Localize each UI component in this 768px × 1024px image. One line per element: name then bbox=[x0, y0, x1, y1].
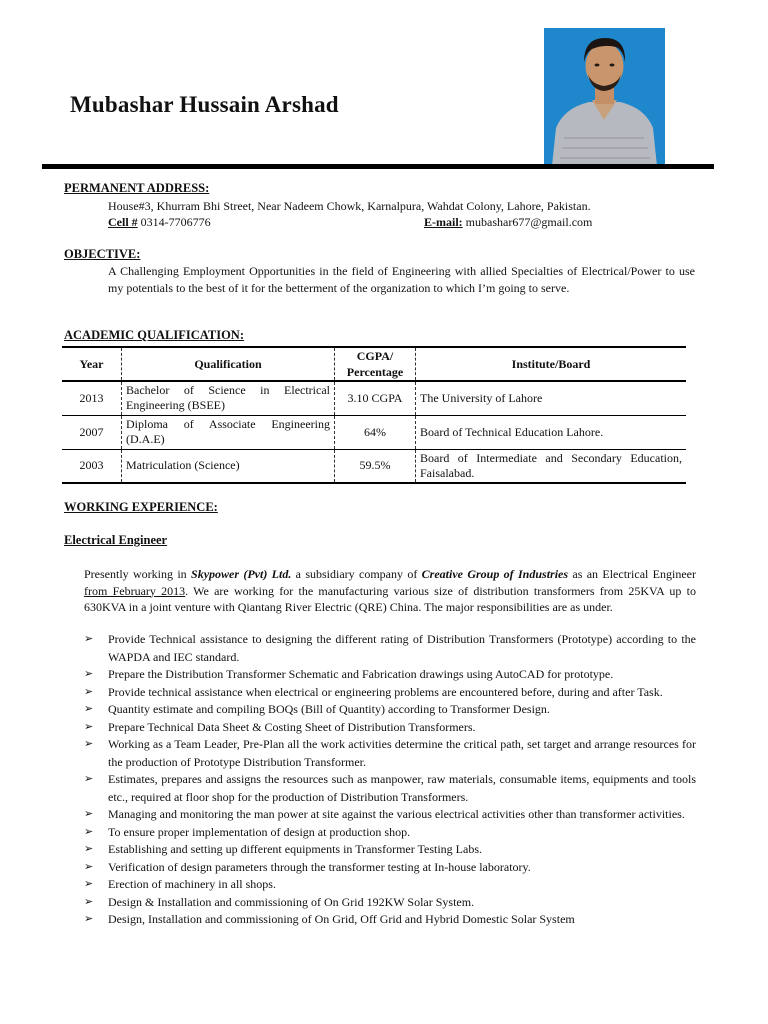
experience-intro bbox=[84, 566, 696, 616]
right-arrow-bullet-icon: ➢ bbox=[84, 860, 94, 873]
company-name: Skypower (Pvt) Ltd. bbox=[191, 567, 292, 581]
header-year: Year bbox=[79, 356, 104, 371]
right-arrow-bullet-icon: ➢ bbox=[84, 843, 94, 855]
row-institute: Board of Technical Education Lahore. bbox=[416, 415, 687, 449]
academic-heading: ACADEMIC QUALIFICATION: bbox=[64, 328, 244, 342]
list-item bbox=[84, 876, 696, 894]
table-header-row bbox=[62, 347, 686, 381]
right-arrow-bullet-icon: ➢ bbox=[84, 913, 94, 925]
row-qualification: Matriculation (Science) bbox=[122, 449, 335, 483]
header-cgpa bbox=[335, 347, 416, 381]
responsibility-list bbox=[84, 631, 696, 929]
right-arrow-bullet-icon: ➢ bbox=[84, 895, 94, 908]
list-item bbox=[84, 701, 696, 719]
row-year: 2013 bbox=[79, 390, 104, 405]
list-item-text: Provide technical assistance when electrical or engineering problems are encountered before, during and after Task. bbox=[108, 684, 663, 699]
row-year: 2003 bbox=[79, 458, 104, 473]
list-item bbox=[84, 911, 696, 929]
list-item bbox=[84, 736, 696, 771]
list-item bbox=[84, 631, 696, 666]
list-item bbox=[84, 771, 696, 806]
list-item-text: Quantity estimate and compiling BOQs (Bill of Quantity) according to Transformer Design. bbox=[108, 702, 550, 716]
list-item bbox=[84, 666, 696, 684]
intro-text: as an Electrical Engineer bbox=[568, 567, 696, 581]
row-cgpa: 3.10 CGPA bbox=[335, 381, 416, 415]
right-arrow-bullet-icon: ➢ bbox=[84, 703, 94, 715]
row-qualification: Diploma of Associate Engineering (D.A.E) bbox=[122, 415, 335, 449]
list-item bbox=[84, 719, 696, 737]
intro-text: Presently working in bbox=[84, 567, 192, 581]
header-qualification: Qualification bbox=[122, 347, 335, 381]
permanent-address-heading: PERMANENT ADDRESS: bbox=[64, 181, 210, 195]
academic-table bbox=[62, 346, 686, 484]
row-qualification: Bachelor of Science in Electrical Engineering (BSEE) bbox=[122, 381, 335, 415]
candidate-name: Mubashar Hussain Arshad bbox=[70, 92, 339, 117]
objective-text: A Challenging Employment Opportunities in the field of Engineering with allied Specialties of Electrical/Power to use my potentials to the best of it for the betterment of the organization to which I’m going to serve. bbox=[108, 264, 695, 295]
email-label: E-mail: bbox=[424, 215, 463, 229]
right-arrow-bullet-icon: ➢ bbox=[84, 738, 94, 750]
list-item bbox=[84, 859, 696, 877]
list-item-text: Verification of design parameters through the transformer testing at In-house laboratory. bbox=[108, 859, 531, 874]
list-item-text: Establishing and setting up different equipments in Transformer Testing Labs. bbox=[108, 842, 483, 856]
list-item bbox=[84, 806, 696, 824]
header-institute: Institute/Board bbox=[416, 347, 687, 381]
email-value: mubashar677@gmail.com bbox=[465, 215, 593, 229]
list-item-text: Prepare the Distribution Transformer Schematic and Fabrication drawings using AutoCAD for prototype. bbox=[108, 667, 614, 681]
role-title: Electrical Engineer bbox=[64, 533, 168, 547]
list-item-text: Erection of machinery in all shops. bbox=[108, 877, 276, 891]
row-cgpa: 59.5% bbox=[335, 449, 416, 483]
right-arrow-bullet-icon: ➢ bbox=[84, 685, 94, 698]
cell-label: Cell # bbox=[108, 215, 138, 229]
group-name: Creative Group of Industries bbox=[421, 567, 569, 581]
intro-text: a subsidiary company of bbox=[291, 567, 422, 581]
header-cgpa-text: CGPA/ Percentage bbox=[346, 349, 404, 379]
working-experience-heading: WORKING EXPERIENCE: bbox=[64, 500, 218, 514]
right-arrow-bullet-icon: ➢ bbox=[84, 720, 94, 733]
row-year: 2007 bbox=[79, 424, 104, 439]
header-divider bbox=[42, 164, 714, 169]
person-portrait-icon bbox=[544, 28, 665, 166]
cell-value: 0314-7706776 bbox=[140, 215, 211, 229]
email-row bbox=[424, 214, 592, 230]
list-item-text: Estimates, prepares and assigns the resources such as manpower, raw materials, consumable items, equipments and tools etc., required at floor shop for the production of Distribution Transformers. bbox=[108, 772, 696, 804]
list-item-text: Design & Installation and commissioning of On Grid 192KW Solar System. bbox=[108, 894, 475, 909]
table-row bbox=[62, 381, 686, 415]
table-row bbox=[62, 449, 686, 483]
address-line: House#3, Khurram Bhi Street, Near Nadeem Chowk, Karnalpura, Wahdat Colony, Lahore, Pakistan. bbox=[108, 199, 591, 213]
right-arrow-bullet-icon: ➢ bbox=[84, 808, 94, 820]
right-arrow-bullet-icon: ➢ bbox=[84, 773, 94, 785]
list-item-text: Provide Technical assistance to designing the different rating of Distribution Transformers (Prototype) according to the WAPDA and IEC standard. bbox=[108, 632, 696, 664]
table-row bbox=[62, 415, 686, 449]
list-item bbox=[84, 841, 696, 859]
row-institute: Board of Intermediate and Secondary Education, Faisalabad. bbox=[416, 449, 687, 483]
intro-text: . We are working for the manufacturing various size of distribution transformers from 25KVA up to 630KVA in a joint venture with Qiantang River Electric (QRE) China. The major responsibilities are as under. bbox=[84, 583, 696, 614]
cell-row bbox=[108, 214, 211, 230]
list-item bbox=[84, 824, 696, 842]
right-arrow-bullet-icon: ➢ bbox=[84, 878, 94, 890]
objective-heading: OBJECTIVE: bbox=[64, 247, 141, 261]
list-item bbox=[84, 684, 696, 702]
list-item-text: Design, Installation and commissioning of On Grid, Off Grid and Hybrid Domestic Solar System bbox=[108, 912, 575, 926]
list-item bbox=[84, 894, 696, 912]
list-item-text: Working as a Team Leader, Pre-Plan all the work activities determine the critical path, set target and arrange resources for the production of Prototype Distribution Transformer. bbox=[108, 737, 696, 769]
right-arrow-bullet-icon: ➢ bbox=[84, 668, 94, 680]
start-date: from February 2013 bbox=[84, 583, 186, 598]
row-cgpa: 64% bbox=[335, 415, 416, 449]
list-item-text: To ensure proper implementation of design at production shop. bbox=[108, 824, 411, 839]
list-item-text: Managing and monitoring the man power at site against the various electrical activities other than transformer activities. bbox=[108, 807, 685, 821]
row-institute: The University of Lahore bbox=[416, 381, 687, 415]
list-item-text: Prepare Technical Data Sheet & Costing Sheet of Distribution Transformers. bbox=[108, 719, 476, 734]
profile-photo bbox=[544, 28, 665, 166]
right-arrow-bullet-icon: ➢ bbox=[84, 633, 94, 645]
right-arrow-bullet-icon: ➢ bbox=[84, 825, 94, 838]
